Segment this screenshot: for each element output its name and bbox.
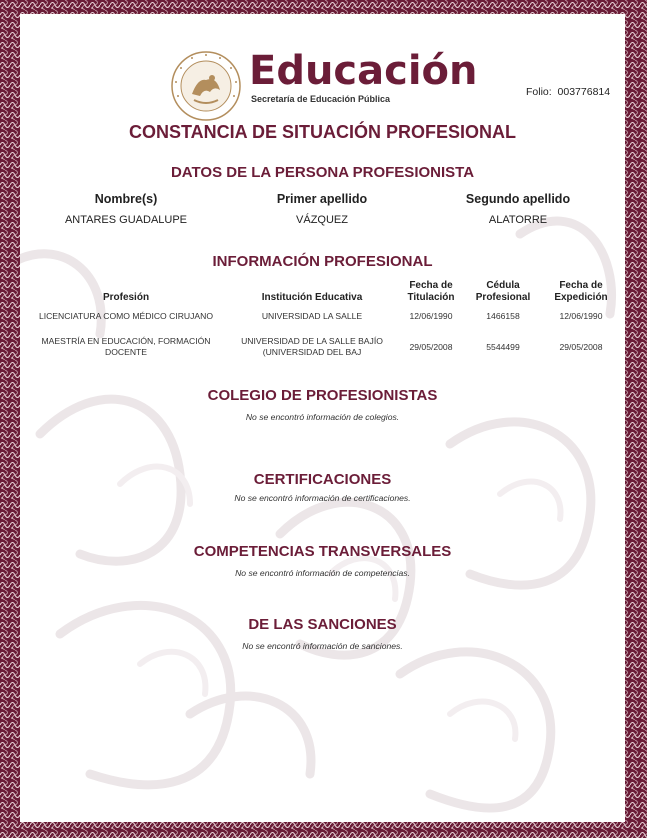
colegio-empty-text: No se encontró información de colegios. <box>245 412 400 422</box>
col-cedula-line1: Cédula <box>486 280 520 291</box>
primer-apellido-label: Primer apellido <box>276 192 368 206</box>
segundo-apellido-label: Segundo apellido <box>465 192 571 206</box>
col-fecha-expedicion-line2: Expedición <box>554 292 608 303</box>
certificaciones-empty-text: No se encontró información de certificaciones. <box>234 493 411 503</box>
col-fecha-expedicion <box>542 280 620 304</box>
nombre-label: Nombre(s) <box>94 192 158 206</box>
folio-label: Folio: <box>526 86 552 98</box>
row1-institucion: UNIVERSIDAD LA SALLE <box>261 311 363 321</box>
colegio-heading: COLEGIO DE PROFESIONISTAS <box>207 387 438 404</box>
sanciones-empty-text: No se encontró información de sanciones. <box>242 641 403 651</box>
row1-profesion: LICENCIATURA COMO MÉDICO CIRUJANO <box>38 311 214 321</box>
row2-profesion-line1: MAESTRÍA EN EDUCACIÓN, FORMACIÓN <box>41 336 211 346</box>
row2-profesion-line2: DOCENTE <box>104 347 148 357</box>
col-profesion: Profesión <box>102 292 150 303</box>
document-body <box>20 14 625 822</box>
col-fecha-titulacion-line1: Fecha de <box>409 280 453 291</box>
row2-fecha-titulacion: 29/05/2008 <box>409 342 453 352</box>
row1-fecha-expedicion: 12/06/1990 <box>559 311 603 321</box>
document-title: CONSTANCIA DE SITUACIÓN PROFESIONAL <box>128 122 516 142</box>
row2-institucion-line1: UNIVERSIDAD DE LA SALLE BAJÍO <box>241 336 383 346</box>
row1-fecha-titulacion: 12/06/1990 <box>409 311 453 321</box>
competencias-heading: COMPETENCIAS TRANSVERSALES <box>193 543 452 560</box>
certificaciones-heading: CERTIFICACIONES <box>253 471 392 488</box>
col-fecha-expedicion-line1: Fecha de <box>559 280 603 291</box>
logo-subtitle: Secretaría de Educación Pública <box>251 94 391 104</box>
row2-profesion <box>20 336 232 358</box>
nombre-value: ANTARES GUADALUPE <box>64 214 188 226</box>
row2-cedula: 5544499 <box>486 342 520 352</box>
competencias-empty-text: No se encontró información de competencias. <box>235 568 410 578</box>
col-cedula-line2: Profesional <box>475 292 531 303</box>
col-fecha-titulacion <box>392 280 470 304</box>
segundo-apellido-value: ALATORRE <box>488 214 548 226</box>
row2-institucion <box>232 336 392 358</box>
row1-cedula: 1466158 <box>486 311 520 321</box>
col-cedula <box>466 280 540 304</box>
row2-fecha-expedicion: 29/05/2008 <box>559 342 603 352</box>
col-institucion: Institución Educativa <box>261 292 363 303</box>
primer-apellido-value: VÁZQUEZ <box>296 214 348 226</box>
row2-institucion-line2: (UNIVERSIDAD DEL BAJ <box>262 347 362 357</box>
info-heading: INFORMACIÓN PROFESIONAL <box>212 253 433 270</box>
folio-value: 003776814 <box>557 86 611 98</box>
mexico-seal-icon <box>170 50 242 122</box>
folio <box>526 86 610 98</box>
persona-heading: DATOS DE LA PERSONA PROFESIONISTA <box>170 164 475 181</box>
sanciones-heading: DE LAS SANCIONES <box>248 616 397 633</box>
logo-wordmark: Educación <box>249 48 478 94</box>
col-fecha-titulacion-line2: Titulación <box>407 292 455 303</box>
